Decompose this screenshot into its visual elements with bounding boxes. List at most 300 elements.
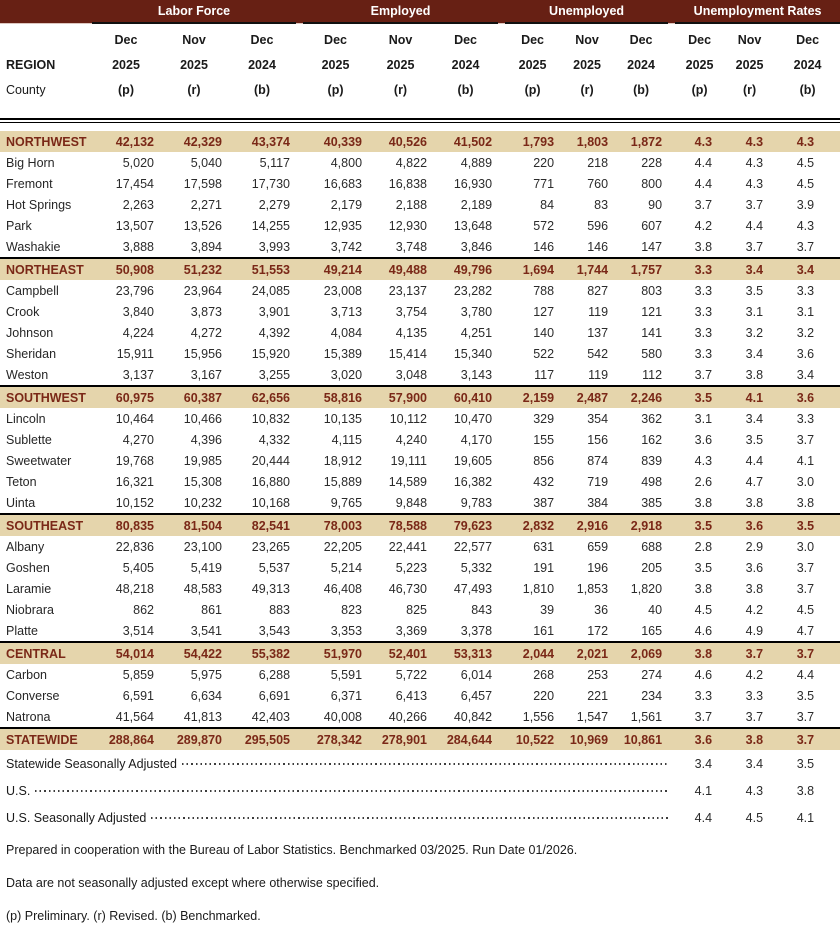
value-cell: 2,487 [560, 386, 614, 408]
value-cell: 3,873 [190, 304, 222, 319]
value-cell: 3.2 [745, 325, 764, 340]
adjusted-rate-value: 4.3 [745, 783, 764, 798]
value-cell: 760 [587, 176, 609, 191]
column-header-row [0, 23, 840, 110]
column-header-employed-0 [303, 23, 368, 110]
region-row [0, 642, 840, 664]
region-name: NORTHEAST [0, 258, 92, 280]
value-cell: 4.4 [694, 176, 713, 191]
value-cell: 16,880 [251, 474, 291, 489]
value-cell: 2,246 [614, 386, 668, 408]
value-cell: 121 [641, 304, 663, 319]
value-cell: 3.7 [745, 709, 764, 724]
value-cell: 861 [201, 602, 222, 617]
value-cell: 205 [641, 560, 663, 575]
value-cell: 3.7 [775, 728, 840, 750]
county-label: County [6, 83, 46, 97]
group-header-labor-force: Labor Force [92, 0, 296, 23]
value-cell: 3.6 [775, 386, 840, 408]
value-cell: 3,543 [258, 623, 291, 638]
gap-cell [296, 152, 303, 173]
column-header-note: (b) [799, 83, 816, 97]
value-cell: 3.8 [745, 495, 764, 510]
value-cell: 23,964 [183, 283, 222, 298]
value-cell: 2,189 [460, 197, 493, 212]
value-cell: 3.3 [796, 283, 815, 298]
county-row [0, 322, 840, 343]
region-name: CENTRAL [0, 642, 92, 664]
value-cell: 22,836 [115, 539, 154, 554]
gap-cell [668, 386, 675, 408]
value-cell: 161 [533, 623, 555, 638]
value-cell: 3.9 [796, 197, 815, 212]
gap-cell [668, 471, 675, 492]
value-cell: 1,803 [560, 131, 614, 152]
county-name: Laramie [6, 581, 52, 596]
column-header-labor-force-2 [228, 23, 296, 110]
gap-cell [498, 578, 505, 599]
value-cell: 2,179 [330, 197, 363, 212]
column-header-year: 2025 [321, 58, 350, 72]
value-cell: 3.0 [796, 539, 815, 554]
value-cell: 5,405 [122, 560, 154, 575]
adjusted-rate-value: 3.8 [796, 783, 815, 798]
gap-cell [668, 536, 675, 557]
county-name: Sheridan [6, 346, 57, 361]
value-cell: 49,313 [251, 581, 291, 596]
county-row [0, 429, 840, 450]
dot-leader [151, 817, 669, 819]
gap-cell [296, 236, 303, 258]
adjusted-rate-value: 4.1 [694, 783, 713, 798]
value-cell: 4.7 [745, 474, 764, 489]
value-cell: 823 [341, 602, 363, 617]
value-cell: 12,935 [323, 218, 363, 233]
adjusted-rate-row [0, 750, 840, 777]
gap-cell [668, 429, 675, 450]
adjusted-rate-label-cell [0, 750, 675, 777]
value-cell: 47,493 [453, 581, 493, 596]
value-cell: 6,691 [258, 688, 291, 703]
value-cell: 5,537 [258, 560, 291, 575]
value-cell: 1,820 [630, 581, 663, 596]
column-header-year: 2024 [627, 58, 655, 72]
value-cell: 15,340 [453, 346, 493, 361]
value-cell: 17,454 [115, 176, 154, 191]
value-cell: 843 [471, 602, 493, 617]
value-cell: 5,419 [190, 560, 222, 575]
value-cell: 117 [534, 367, 555, 382]
value-cell: 15,389 [323, 346, 363, 361]
value-cell: 49,796 [433, 258, 498, 280]
value-cell: 3,048 [395, 367, 428, 382]
value-cell: 6,371 [330, 688, 363, 703]
value-cell: 498 [641, 474, 663, 489]
value-cell: 385 [641, 495, 663, 510]
county-name: Natrona [6, 709, 51, 724]
gap-cell [296, 685, 303, 706]
value-cell: 3.4 [745, 346, 764, 361]
value-cell: 2.6 [694, 474, 713, 489]
adjusted-rate-leader-wrap [6, 811, 675, 825]
value-cell: 3.8 [724, 728, 775, 750]
value-cell: 51,232 [160, 258, 228, 280]
gap-cell [296, 173, 303, 194]
value-cell: 78,588 [368, 514, 433, 536]
gap-cell [296, 194, 303, 215]
value-cell: 49,214 [303, 258, 368, 280]
column-header-month: Nov [737, 33, 762, 47]
value-cell: 10,470 [453, 411, 493, 426]
county-name: Hot Springs [6, 197, 72, 212]
value-cell: 4.6 [694, 623, 713, 638]
value-cell: 40,526 [368, 131, 433, 152]
value-cell: 4,822 [395, 155, 428, 170]
value-cell: 162 [641, 432, 663, 447]
value-cell: 3.3 [694, 346, 713, 361]
gap-cell [296, 642, 303, 664]
gap-cell [498, 152, 505, 173]
value-cell: 2,263 [122, 197, 154, 212]
gap-cell [498, 642, 505, 664]
value-cell: 2,159 [505, 386, 560, 408]
county-name: Lincoln [6, 411, 46, 426]
value-cell: 221 [587, 688, 609, 703]
county-row [0, 173, 840, 194]
value-cell: 1,810 [522, 581, 555, 596]
value-cell: 3.6 [724, 514, 775, 536]
gap-cell [498, 536, 505, 557]
value-cell: 5,332 [460, 560, 493, 575]
county-name: Weston [6, 367, 49, 382]
value-cell: 3,378 [460, 623, 493, 638]
county-row [0, 408, 840, 429]
column-header-year: 2025 [112, 58, 140, 72]
value-cell: 688 [641, 539, 663, 554]
gap-cell [668, 364, 675, 386]
value-cell: 2,279 [258, 197, 291, 212]
gap-cell [668, 728, 675, 750]
value-cell: 4.1 [796, 453, 815, 468]
gap-cell [498, 728, 505, 750]
value-cell: 18,912 [323, 453, 363, 468]
double-line [0, 118, 840, 123]
gap-cell [296, 728, 303, 750]
adjusted-rate-value: 4.5 [745, 810, 764, 825]
value-cell: 119 [588, 367, 609, 382]
value-cell: 3.2 [796, 325, 815, 340]
gap-cell [498, 514, 505, 536]
value-cell: 3.7 [745, 197, 764, 212]
value-cell: 3.5 [745, 432, 764, 447]
value-cell: 15,308 [183, 474, 222, 489]
value-cell: 4.9 [745, 623, 764, 638]
gap-cell [498, 386, 505, 408]
value-cell: 9,765 [330, 495, 363, 510]
table-header [0, 0, 840, 131]
gap-cell [296, 386, 303, 408]
value-cell: 53,313 [433, 642, 498, 664]
value-cell: 40,339 [303, 131, 368, 152]
value-cell: 3,020 [330, 367, 363, 382]
gap-cell [296, 215, 303, 236]
value-cell: 4,396 [190, 432, 222, 447]
county-name: Goshen [6, 560, 50, 575]
footnote-legend: (p) Preliminary. (r) Revised. (b) Benchmarked. [6, 909, 261, 923]
adjusted-rate-leader-wrap [6, 757, 675, 771]
gap-cell [668, 131, 675, 152]
value-cell: 3.8 [796, 495, 815, 510]
county-row [0, 557, 840, 578]
value-cell: 4.4 [796, 667, 815, 682]
value-cell: 55,382 [228, 642, 296, 664]
group-gap [668, 0, 675, 23]
value-cell: 522 [533, 346, 555, 361]
value-cell: 289,870 [160, 728, 228, 750]
value-cell: 4.3 [675, 131, 724, 152]
column-header-month: Nov [182, 33, 206, 47]
value-cell: 16,930 [453, 176, 493, 191]
value-cell: 3,742 [330, 239, 363, 254]
value-cell: 268 [533, 667, 555, 682]
value-cell: 4.7 [796, 623, 815, 638]
value-cell: 10,522 [505, 728, 560, 750]
gap-cell [668, 280, 675, 301]
county-row [0, 194, 840, 215]
value-cell: 3.7 [796, 239, 815, 254]
gap-cell [498, 236, 505, 258]
value-cell: 1,694 [505, 258, 560, 280]
group-gap [498, 0, 505, 23]
value-cell: 4.3 [694, 453, 713, 468]
value-cell: 172 [587, 623, 609, 638]
value-cell: 825 [406, 602, 428, 617]
value-cell: 6,014 [460, 667, 493, 682]
value-cell: 4,170 [460, 432, 493, 447]
value-cell: 3,353 [330, 623, 363, 638]
value-cell: 15,956 [183, 346, 222, 361]
value-cell: 40 [648, 602, 663, 617]
footnote-seasonal: Data are not seasonally adjusted except where otherwise specified. [6, 876, 380, 890]
value-cell: 1,757 [614, 258, 668, 280]
value-cell: 4.4 [745, 218, 764, 233]
statewide-label: STATEWIDE [0, 728, 92, 750]
value-cell: 3.7 [694, 709, 713, 724]
value-cell: 3.5 [675, 514, 724, 536]
gap-cell [498, 343, 505, 364]
gap-cell [668, 664, 675, 685]
adjusted-rate-label: U.S. [6, 783, 31, 798]
value-cell: 3.8 [694, 581, 713, 596]
gap-cell [668, 258, 675, 280]
value-cell: 4,392 [258, 325, 291, 340]
value-cell: 43,374 [228, 131, 296, 152]
gap-cell [498, 685, 505, 706]
value-cell: 2,021 [560, 642, 614, 664]
header-double-rule-cell [0, 110, 840, 131]
value-cell: 800 [641, 176, 663, 191]
value-cell: 2,271 [190, 197, 222, 212]
column-header-note: (r) [742, 83, 757, 97]
value-cell: 19,605 [453, 453, 493, 468]
value-cell: 3.7 [796, 709, 815, 724]
value-cell: 17,598 [183, 176, 222, 191]
group-header-unemployment-rates: Unemployment Rates [675, 0, 840, 23]
gap-cell [668, 408, 675, 429]
value-cell: 329 [533, 411, 555, 426]
value-cell: 4.6 [694, 667, 713, 682]
value-cell: 3.1 [745, 304, 764, 319]
gap-cell [668, 620, 675, 642]
value-cell: 39 [540, 602, 555, 617]
value-cell: 253 [587, 667, 609, 682]
gap-cell [668, 194, 675, 215]
column-gap [668, 23, 675, 110]
gap-cell [296, 301, 303, 322]
value-cell: 3,901 [258, 304, 291, 319]
value-cell: 4.1 [724, 386, 775, 408]
value-cell: 6,457 [460, 688, 493, 703]
value-cell: 3.7 [745, 239, 764, 254]
value-cell: 2,916 [560, 514, 614, 536]
value-cell: 3.7 [796, 560, 815, 575]
value-cell: 234 [641, 688, 663, 703]
value-cell: 112 [642, 367, 663, 382]
county-name: Washakie [6, 239, 61, 254]
value-cell: 14,255 [251, 218, 291, 233]
column-header-employed-1 [368, 23, 433, 110]
region-name: NORTHWEST [0, 131, 92, 152]
value-cell: 4.2 [694, 218, 713, 233]
value-cell: 1,561 [630, 709, 663, 724]
value-cell: 82,541 [228, 514, 296, 536]
value-cell: 1,872 [614, 131, 668, 152]
column-header-note: (p) [327, 83, 344, 97]
adjusted-rate-label-cell [0, 804, 675, 831]
region-row [0, 258, 840, 280]
gap-cell [668, 343, 675, 364]
column-header-month: Dec [796, 33, 820, 47]
value-cell: 90 [648, 197, 663, 212]
region-label: REGION [6, 58, 56, 72]
value-cell: 49,488 [368, 258, 433, 280]
county-row [0, 215, 840, 236]
value-cell: 78,003 [303, 514, 368, 536]
value-cell: 81,504 [160, 514, 228, 536]
value-cell: 4,270 [122, 432, 154, 447]
gap-cell [296, 322, 303, 343]
county-name: Fremont [6, 176, 53, 191]
gap-cell [668, 492, 675, 514]
gap-cell [668, 599, 675, 620]
gap-cell [668, 322, 675, 343]
gap-cell [296, 280, 303, 301]
value-cell: 156 [587, 432, 609, 447]
value-cell: 42,132 [92, 131, 160, 152]
group-header-unemployed: Unemployed [505, 0, 668, 23]
region-name: SOUTHWEST [0, 386, 92, 408]
gap-cell [296, 664, 303, 685]
value-cell: 5,020 [122, 155, 154, 170]
value-cell: 2.9 [745, 539, 764, 554]
value-cell: 13,507 [115, 218, 154, 233]
column-header-month: Nov [388, 33, 413, 47]
value-cell: 3,255 [258, 367, 291, 382]
value-cell: 79,623 [433, 514, 498, 536]
value-cell: 41,564 [115, 709, 154, 724]
gap-cell [296, 364, 303, 386]
value-cell: 14,589 [388, 474, 428, 489]
value-cell: 22,205 [323, 539, 363, 554]
value-cell: 10,112 [389, 411, 428, 426]
gap-cell [668, 685, 675, 706]
value-cell: 46,730 [388, 581, 428, 596]
value-cell: 3.7 [694, 197, 713, 212]
county-row [0, 364, 840, 386]
value-cell: 146 [587, 239, 609, 254]
value-cell: 1,793 [505, 131, 560, 152]
column-gap [498, 23, 505, 110]
value-cell: 23,282 [453, 283, 493, 298]
value-cell: 803 [641, 283, 663, 298]
gap-cell [296, 557, 303, 578]
value-cell: 4.4 [745, 453, 764, 468]
value-cell: 3.1 [796, 304, 815, 319]
gap-cell [498, 173, 505, 194]
value-cell: 607 [641, 218, 663, 233]
value-cell: 6,288 [258, 667, 291, 682]
dot-leader [182, 763, 669, 765]
adjusted-rate-value: 3.4 [745, 756, 764, 771]
column-header-year: 2025 [735, 58, 764, 72]
value-cell: 9,848 [395, 495, 428, 510]
value-cell: 10,232 [183, 495, 222, 510]
value-cell: 3.7 [796, 432, 815, 447]
value-cell: 3.6 [694, 432, 713, 447]
value-cell: 84 [540, 197, 555, 212]
county-name: Campbell [6, 283, 59, 298]
value-cell: 41,813 [183, 709, 222, 724]
gap-cell [498, 322, 505, 343]
gap-cell [296, 450, 303, 471]
value-cell: 2,188 [395, 197, 428, 212]
county-name: Sublette [6, 432, 52, 447]
value-cell: 16,382 [453, 474, 493, 489]
value-cell: 4.2 [745, 602, 764, 617]
adjusted-rate-label: Statewide Seasonally Adjusted [6, 756, 177, 771]
value-cell: 4,251 [460, 325, 493, 340]
adjusted-rate-leader-wrap [6, 784, 675, 798]
column-header-note: (r) [187, 83, 201, 97]
value-cell: 5,117 [259, 155, 291, 170]
value-cell: 4.5 [694, 602, 713, 617]
value-cell: 228 [641, 155, 663, 170]
column-header-unemployed-2 [614, 23, 668, 110]
value-cell: 862 [133, 602, 154, 617]
county-row [0, 706, 840, 728]
group-header-row [0, 0, 840, 23]
column-header-year: 2024 [248, 58, 276, 72]
value-cell: 62,656 [228, 386, 296, 408]
value-cell: 41,502 [433, 131, 498, 152]
value-cell: 54,422 [160, 642, 228, 664]
value-cell: 15,889 [323, 474, 363, 489]
value-cell: 6,591 [122, 688, 154, 703]
value-cell: 659 [587, 539, 609, 554]
value-cell: 2,918 [614, 514, 668, 536]
gap-cell [668, 557, 675, 578]
column-header-year: 2025 [685, 58, 714, 72]
